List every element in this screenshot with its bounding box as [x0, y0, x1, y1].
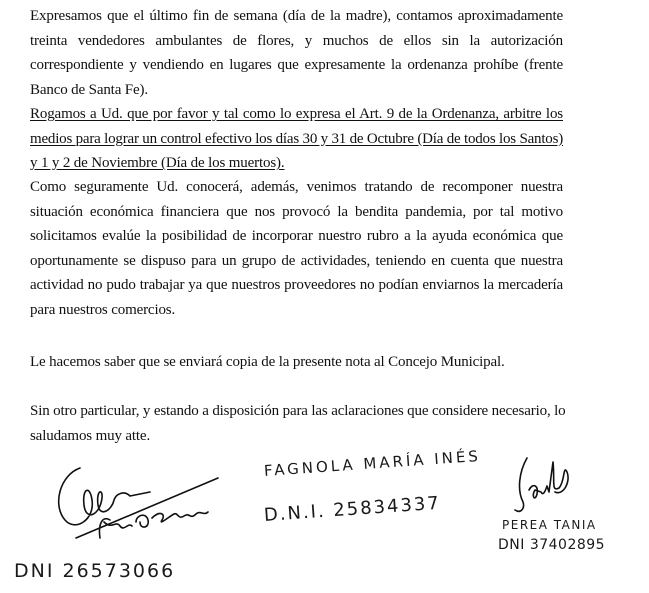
paragraph-line: correspondiente y vendiendo en lugares que expresamente la ordenanza prohíbe (frente — [30, 57, 563, 73]
signature-dni: DNI 37402895 — [498, 537, 606, 553]
signature-scribble-perea — [505, 452, 585, 522]
paragraph-line: Le hacemos saber que se enviará copia de la presente nota al Concejo Municipal. — [30, 354, 505, 370]
paragraph-line: para nuestros comercios. — [30, 301, 176, 318]
signature-scribble-rossa — [40, 460, 240, 550]
underlined-line: medios para lograr un control efectivo los días 30 y 31 de Octubre (Día de todos los Santos) — [30, 130, 563, 147]
signature-name: PEREA TANIA — [502, 518, 597, 532]
paragraph-line: solicitamos evalúe la posibilidad de incorporar nuestro rubro a la ayuda económica que — [30, 228, 563, 244]
paragraph-line: oportunamente se dispuso para un grupo de actividades, teniendo en cuenta que nuestra — [30, 252, 563, 269]
paragraph-line: treinta vendedores ambulantes de flores, y muchos de ellos sin la autorización — [30, 32, 563, 49]
signature-name: FAGNOLA MARÍA INÉS — [263, 446, 482, 480]
paragraph-5-closing — [30, 399, 566, 448]
paragraph-line: Banco de Santa Fe). — [30, 81, 148, 98]
underlined-line: Rogamos a Ud. que por favor y tal como lo expresa el Art. 9 de la Ordenanza, arbitre los — [30, 106, 563, 122]
paragraph-line: Expresamos que el último fin de semana (día de la madre), contamos aproximadamente — [30, 8, 563, 24]
paragraph-line: actividad no pudo trabajar ya que nuestros proveedores no podían enviarnos la mercadería — [30, 277, 563, 293]
signature-dni: D.N.I. 25834337 — [263, 492, 442, 526]
paragraph-2-request — [30, 102, 563, 176]
underlined-line: y 1 y 2 de Noviembre (Día de los muertos). — [30, 155, 285, 171]
paragraph-line: saludamos muy atte. — [30, 427, 151, 444]
paragraph-3 — [30, 175, 563, 322]
paragraph-line: Como seguramente Ud. conocerá, además, venimos tratando de recomponer nuestra — [30, 179, 563, 195]
paragraph-1 — [30, 4, 563, 102]
paragraph-4 — [30, 350, 563, 375]
paragraph-line: situación económica financiera que nos provocó la bendita pandemia, por tal motivo — [30, 203, 563, 220]
paragraph-line: Sin otro particular, y estando a disposición para las aclaraciones que considere necesario, lo — [30, 403, 566, 419]
signature-dni: DNI 26573066 — [14, 560, 176, 582]
